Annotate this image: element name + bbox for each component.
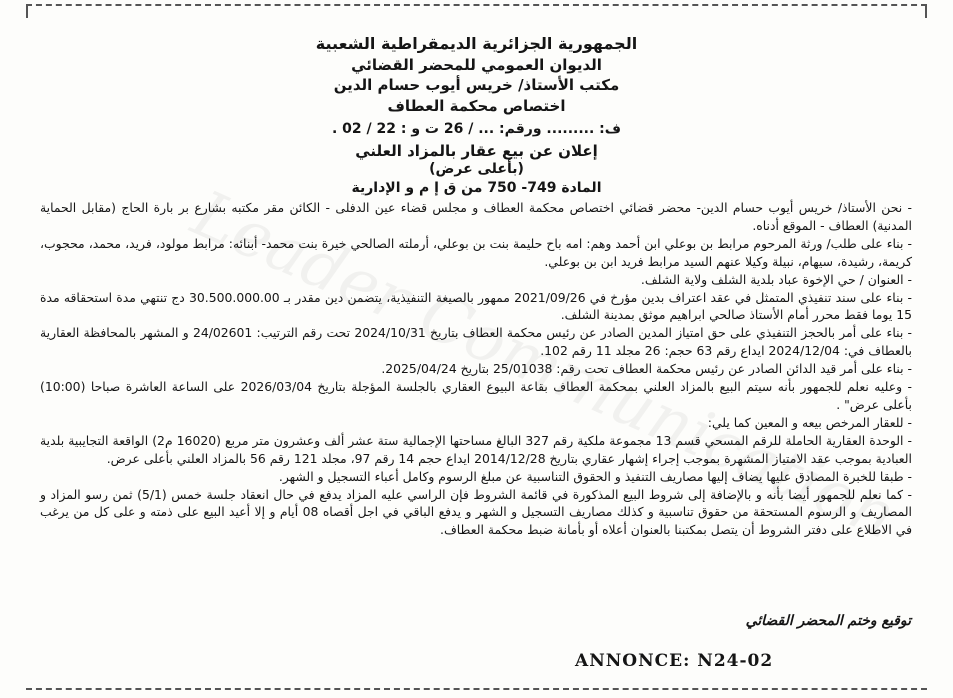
paragraph-address: - العنوان / حي الإخوة عباد بلدية الشلف ولاية الشلف. bbox=[640, 271, 912, 287]
paragraph-payment-terms: - كما نعلم للجمهور أيضا بأنه و بالإضافة إلى شروط البيع المذكورة في قائمة الشروط فإن الراسي عليه المزاد يدفع في حال انعقاد جلسة خمس (5/1) ثمن رسو المزاد و المصاريف و الرسوم المستحقة من حقوق تناسبية و كذلك مصاريف التسجيل و الشهر و يدفع الباقي في اجل أقصاه 08 أيام و إلا أعيد البيع على ذمته و على كل من يرغب في الاطلاع على دفتر الشروط أن يتصل بمكتبنا بالعنوان أعلاه أو بأمانة ضبط محكمة العطاف. bbox=[40, 486, 912, 538]
announcement-body bbox=[40, 199, 912, 539]
bureau-heading: مكتب الأستاذ/ خريس أيوب حسام الدين bbox=[333, 76, 620, 94]
paragraph-sale-notice: - وعليه نعلم للجمهور بأنه سيتم البيع بالمزاد العلني بمحكمة العطاف بقاعة البيوع العقاري بالجلسة المؤجلة بتاريخ 2026/03/04 على الساعة العاشرة صباحا (10:00) بأعلى عرض" . bbox=[40, 379, 912, 412]
paragraph-request: - بناء على طلب/ ورثة المرحوم مرابط بن بوعلي ابن أحمد وهم: امه باح حليمة بنت بن بوعلي، أرملته الصالحي خيرة بنت محمد- أبنائه: مرابط مولود، فريد، محمد، محجوب، كريمة، رشيدة، سيهام، نبيلة وكيلا عنهم السيد مرابط فريد ابن بن بوعلي. bbox=[40, 235, 912, 269]
paragraph-seizure-order: - بناء على أمر بالحجز التنفيذي على حق امتياز المدين الصادر عن رئيس محكمة العطاف بتاريخ 2024/10/31 تحت رقم الترتيب: 24/02601 و المشهر بالمحافظة العقارية بالعطاف في: 2024/12/04 ايداع رقم 63 حجم: 26 مجلد 11 رقم 102. bbox=[40, 325, 913, 359]
office-heading: الديوان العمومي للمحضر القضائي bbox=[351, 56, 602, 74]
reference-line: ف: ......... ورقم: ... / 26 ت و : 22 / 02 . bbox=[331, 121, 622, 137]
paragraph-bailiff: - نحن الأستاذ/ خريس أيوب حسام الدين- محضر قضائي اختصاص محكمة العطاف و مجلس قضاء عين الدفلى - الكائن مقر مكتبه بشارع بر بارة الحاج (مقابل الحماية المدنية) العطاف - الموقع أدناه. bbox=[40, 200, 912, 233]
legal-articles: المادة 749- 750 من ق إ م و الإدارية bbox=[351, 180, 602, 196]
signature-line: توقيع وختم المحضر القضائي bbox=[745, 613, 911, 629]
paragraph-property-intro: - للعقار المرخص بيعه و المعين كما يلي: bbox=[707, 414, 912, 430]
republic-heading: الجمهورية الجزائرية الديمقراطية الشعبية bbox=[315, 34, 638, 53]
right-border-frame bbox=[925, 4, 927, 18]
jurisdiction-heading: اختصاص محكمة العطاف bbox=[387, 97, 566, 115]
left-border-frame bbox=[26, 4, 28, 18]
paragraph-property-details: - الوحدة العقارية الحاملة للرقم المسحي قسم 13 مجموعة ملكية رقم 327 البالغ مساحتها الإجمالية ستة عشر ألف وعشرون متر مربع (16020 م2) الواقعة التجايبية بلدية العبادية بموجب عقد الامتياز المشهرة بموجب إجراء إشهار عقاري بتاريخ 2014/12/28 ايداع حجم 14 رقم 97، مجلد 121 رقم 56 بالمزاد العلني بأعلى عرض. bbox=[40, 432, 913, 466]
paragraph-creditor-order: - بناء على أمر قيد الدائن الصادر عن رئيس محكمة العطاف تحت رقم: 25/01038 بتاريخ 2025/04/24. bbox=[381, 361, 912, 377]
announcement-title: إعلان عن بيع عقار بالمزاد العلني bbox=[355, 142, 598, 160]
annonce-number: ANNONCE: N24-02 bbox=[575, 651, 774, 671]
bottom-border-frame bbox=[26, 688, 927, 690]
paragraph-executive-title: - بناء على سند تنفيذي المتمثل في عقد اعتراف بدين مؤرخ في 2021/09/26 ممهور بالصيغة التنفيذية، يتضمن دين مقدر بـ 30.500.000.00 دج تنتهي مدة استحقاقه مدة 15 يوما فقط محرر أمام الأستاذ صالحي ابراهيم موثق بمدينة الشلف. bbox=[40, 289, 912, 323]
announcement-subtitle: (بأعلى عرض) bbox=[429, 161, 524, 177]
top-border-frame bbox=[26, 4, 927, 6]
paragraph-expertise: - طبقا للخبرة المصادق عليها يضاف إليها مصاريف التنفيذ و الحقوق التناسبية عن مبلغ الرسوم وكامل أعباء التسجيل و الشهر. bbox=[278, 468, 912, 484]
